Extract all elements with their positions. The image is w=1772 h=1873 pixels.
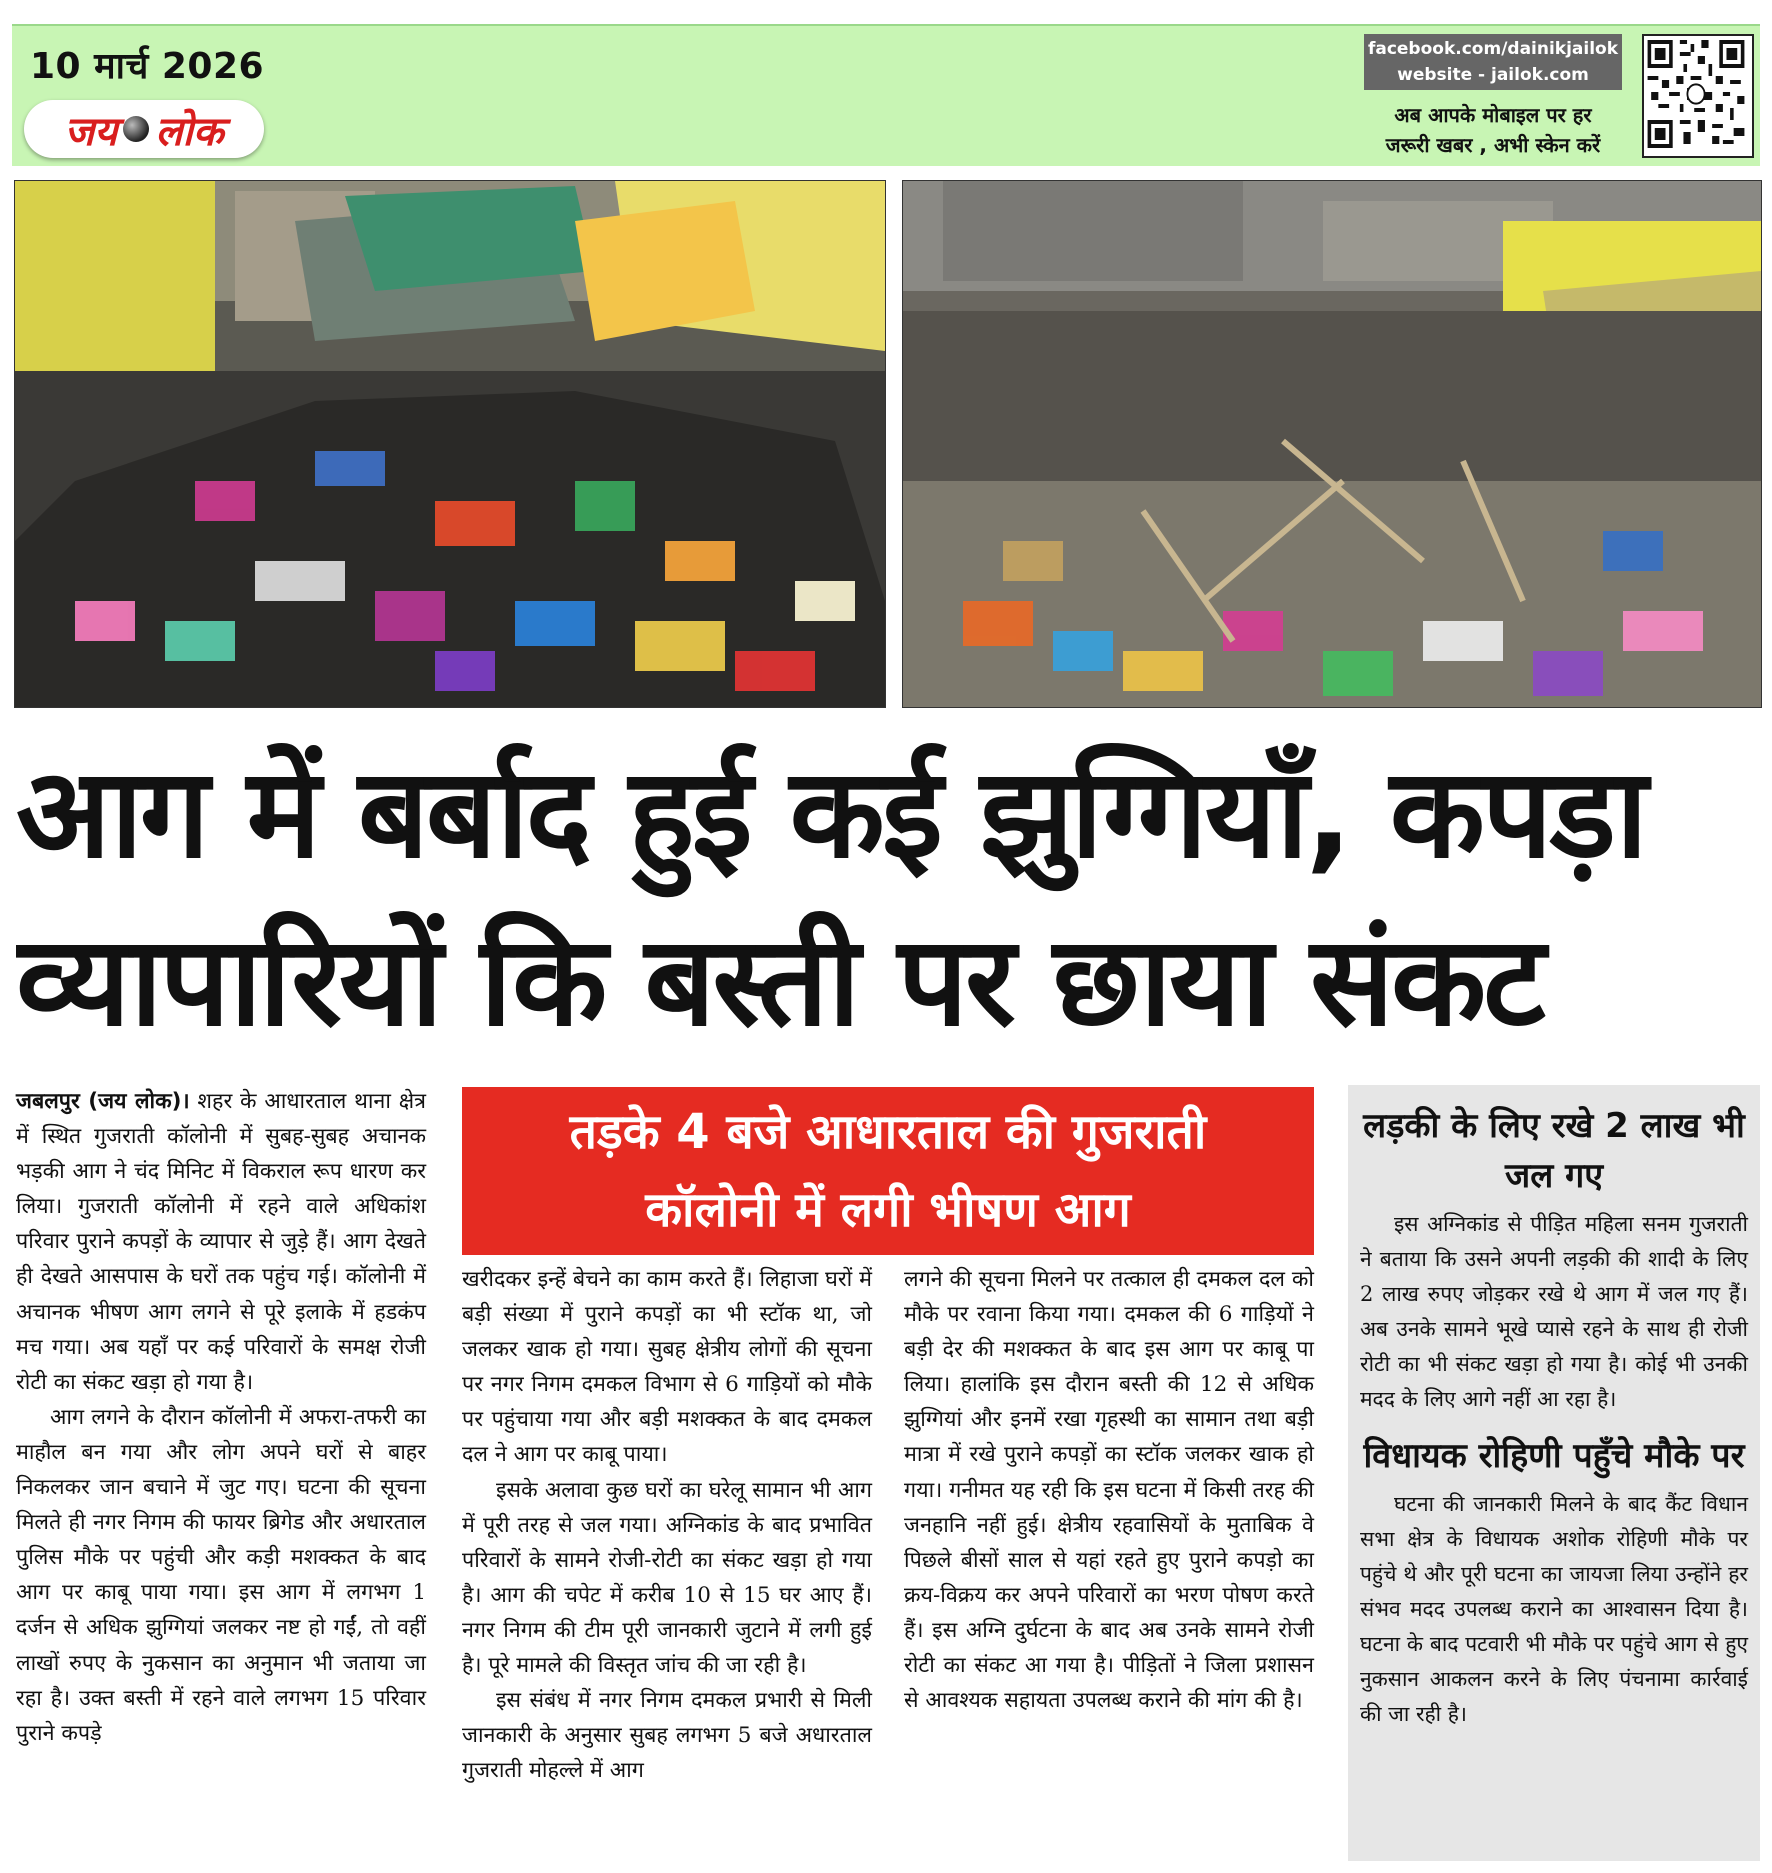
col1-para1-text: शहर के आधारताल थाना क्षेत्र में स्थित गुजराती कॉलोनी में सुबह-सुबह अचानक भड़की आग ने चंद मिनिट में विकराल रूप धारण कर लिया। गुजराती कॉलोनी में रहने वाले अधिकांश परिवार पुराने कपड़ों के व्यापार से जुड़े हैं। आग देखते ही देखते आसपास के घरों तक पहुंच गई। कॉलोनी में अचानक भीषण आग लगने से पूरे इलाके में हडकंप मच गया। अब यहाँ पर कई परिवारों के समक्ष रोजी रोटी का संकट खड़ा हो गया है।	[16, 1089, 426, 1395]
website-link[interactable]: website - jailok.com	[1397, 65, 1589, 85]
article-column-1	[16, 1084, 426, 1751]
col2-para2-text: इसके अलावा कुछ घरों का घरेलू सामान भी आग में पूरी तरह से जल गया। अग्निकांड के बाद प्रभावित परिवारों के सामने रोजी-रोटी का संकट खड़ा हो गया है। आग की चपेट में करीब 10 से 15 घर आए हैं। नगर निगम की टीम पूरी जानकारी जुटाने में लगी हुई है। पूरे मामले की विस्तृत जांच की जा रही है।	[462, 1477, 872, 1679]
social-links-box	[1364, 34, 1622, 90]
sidebar-para-2: घटना की जानकारी मिलने के बाद कैंट विधान सभा क्षेत्र के विधायक अशोक रोहिणी मौके पर पहुंचे थे और पूरी घटना का जायजा लिया उन्होंने हर संभव मदद उपलब्ध कराने का आश्वासन दिया है। घटना के बाद पटवारी भी मौके पर पहुंचे आग से हुए नुकसान आकलन करने के लिए पंचनामा कार्रवाई की जा रही है।	[1360, 1492, 1748, 1726]
article-column-2	[462, 1262, 872, 1788]
headline-line1: आग में बर्बाद हुई कई झुग्गियाँ, कपड़ा	[16, 742, 1645, 886]
photo-burnt-slum-right	[902, 180, 1762, 708]
photo-burnt-slum-left	[14, 180, 886, 708]
sidebar-box	[1348, 1085, 1760, 1861]
photo-left-graphic	[15, 181, 885, 707]
sidebar-para-1: इस अग्निकांड से पीड़ित महिला सनम गुजराती ने बताया कि उसने अपनी लड़की की शादी के लिए 2 लाख रुपए जोड़कर रखे थे आग में जल गए हैं। अब उनके सामने भूखे प्यासे रहने के साथ ही रोजी रोटी का भी संकट खड़ा हो गया है। कोई भी उनकी मदद के लिए आगे नहीं आ रहा है।	[1360, 1212, 1748, 1411]
article-para-1	[16, 1084, 426, 1400]
logo-text-right: लोक	[155, 108, 224, 155]
sidebar-heading-1: लड़की के लिए रखे 2 लाख भी जल गए	[1363, 1106, 1745, 1196]
qr-code-graphic	[1644, 36, 1748, 152]
jailok-logo[interactable]	[24, 100, 264, 158]
photo-right-graphic	[903, 181, 1761, 707]
qr-code-icon[interactable]	[1642, 34, 1754, 158]
issue-date: 10 मार्च 2026	[30, 46, 265, 87]
col2-para3-text: इस संबंध में नगर निगम दमकल प्रभारी से मिली जानकारी के अनुसार सुबह लगभग 5 बजे अधारताल गुजराती मोहल्ले में आग	[462, 1688, 872, 1784]
scan-prompt-line1: अब आपके मोबाइल पर हर	[1394, 103, 1592, 127]
dateline: जबलपुर (जय लोक)।	[16, 1089, 190, 1114]
subheadline-line1: तड़के 4 बजे आधारताल की गुजराती	[569, 1104, 1207, 1160]
col2-para1-text: खरीदकर इन्हें बेचने का काम करते हैं। लिहाजा घरों में बड़ी संख्या में पुराने कपड़ों का भी स्टॉक था, जो जलकर खाक हो गया। सुबह क्षेत्रीय लोगों की सूचना पर नगर निगम दमकल विभाग से 6 गाड़ियों को मौके पर पहुंचाया गया और बड़ी मशक्कत के बाद दमकल दल ने आग पर काबू पाया।	[462, 1267, 872, 1468]
globe-icon	[123, 116, 149, 142]
col1-para2-text: आग लगने के दौरान कॉलोनी में अफरा-तफरी का माहौल बन गया और लोग अपने घरों से बाहर निकलकर जान बचाने में जुट गए। घटना की सूचना मिलते ही नगर निगम की फायर ब्रिगेड और अधारताल पुलिस मौके पर पहुंची और कड़ी मशक्कत के बाद आग पर काबू पाया गया। इस आग में लगभग 1 दर्जन से अधिक झुग्गियां जलकर नष्ट हो गईं, तो वहीं लाखों रुपए के नुकसान का अनुमान भी जताया जा रहा है। उक्त बस्ती में रहने वाले लगभग 15 परिवार पुराने कपड़े	[16, 1404, 426, 1746]
subheadline-line2: कॉलोनी में लगी भीषण आग	[645, 1182, 1131, 1238]
col3-para1-text: लगने की सूचना मिलने पर तत्काल ही दमकल दल को मौके पर रवाना किया गया। दमकल की 6 गाड़ियों ने बड़ी देर की मशक्कत के बाद इस आग पर काबू पा लिया। हालांकि इस दौरान बस्ती की 12 से अधिक झुग्गियां और इनमें रखा गृहस्थी का सामान तथा बड़ी मात्रा में रखे पुराने कपड़ों का स्टॉक जलकर खाक हो गया। गनीमत यह रही कि इस घटना में किसी तरह की जनहानि नहीं हुई। क्षेत्रीय रहवासियों के मुताबिक वे पिछले बीसों साल से यहां रहते हुए पुराने कपड़ो का क्रय-विक्रय कर अपने परिवारों का भरण पोषण करते हैं। इस अग्नि दुर्घटना के बाद अब उनके सामने रोजी रोटी का संकट आ गया है। पीड़ितों ने जिला प्रशासन से आवश्यक सहायता उपलब्ध कराने की मांग की है।	[904, 1267, 1314, 1714]
masthead-band	[12, 24, 1760, 166]
subheadline-box	[462, 1087, 1314, 1255]
logo-text-left: जय	[64, 108, 118, 155]
facebook-link[interactable]: facebook.com/dainikjailok	[1367, 39, 1619, 59]
scan-prompt-line2: जरूरी खबर , अभी स्केन करें	[1385, 133, 1601, 157]
main-headline	[16, 730, 1758, 1066]
sidebar-heading-2: विधायक रोहिणी पहुँचे मौके पर	[1363, 1436, 1745, 1476]
scan-prompt	[1364, 100, 1622, 160]
headline-line2: व्यापारियों कि बस्ती पर छाया संकट	[16, 910, 1543, 1054]
article-column-3	[904, 1262, 1314, 1718]
